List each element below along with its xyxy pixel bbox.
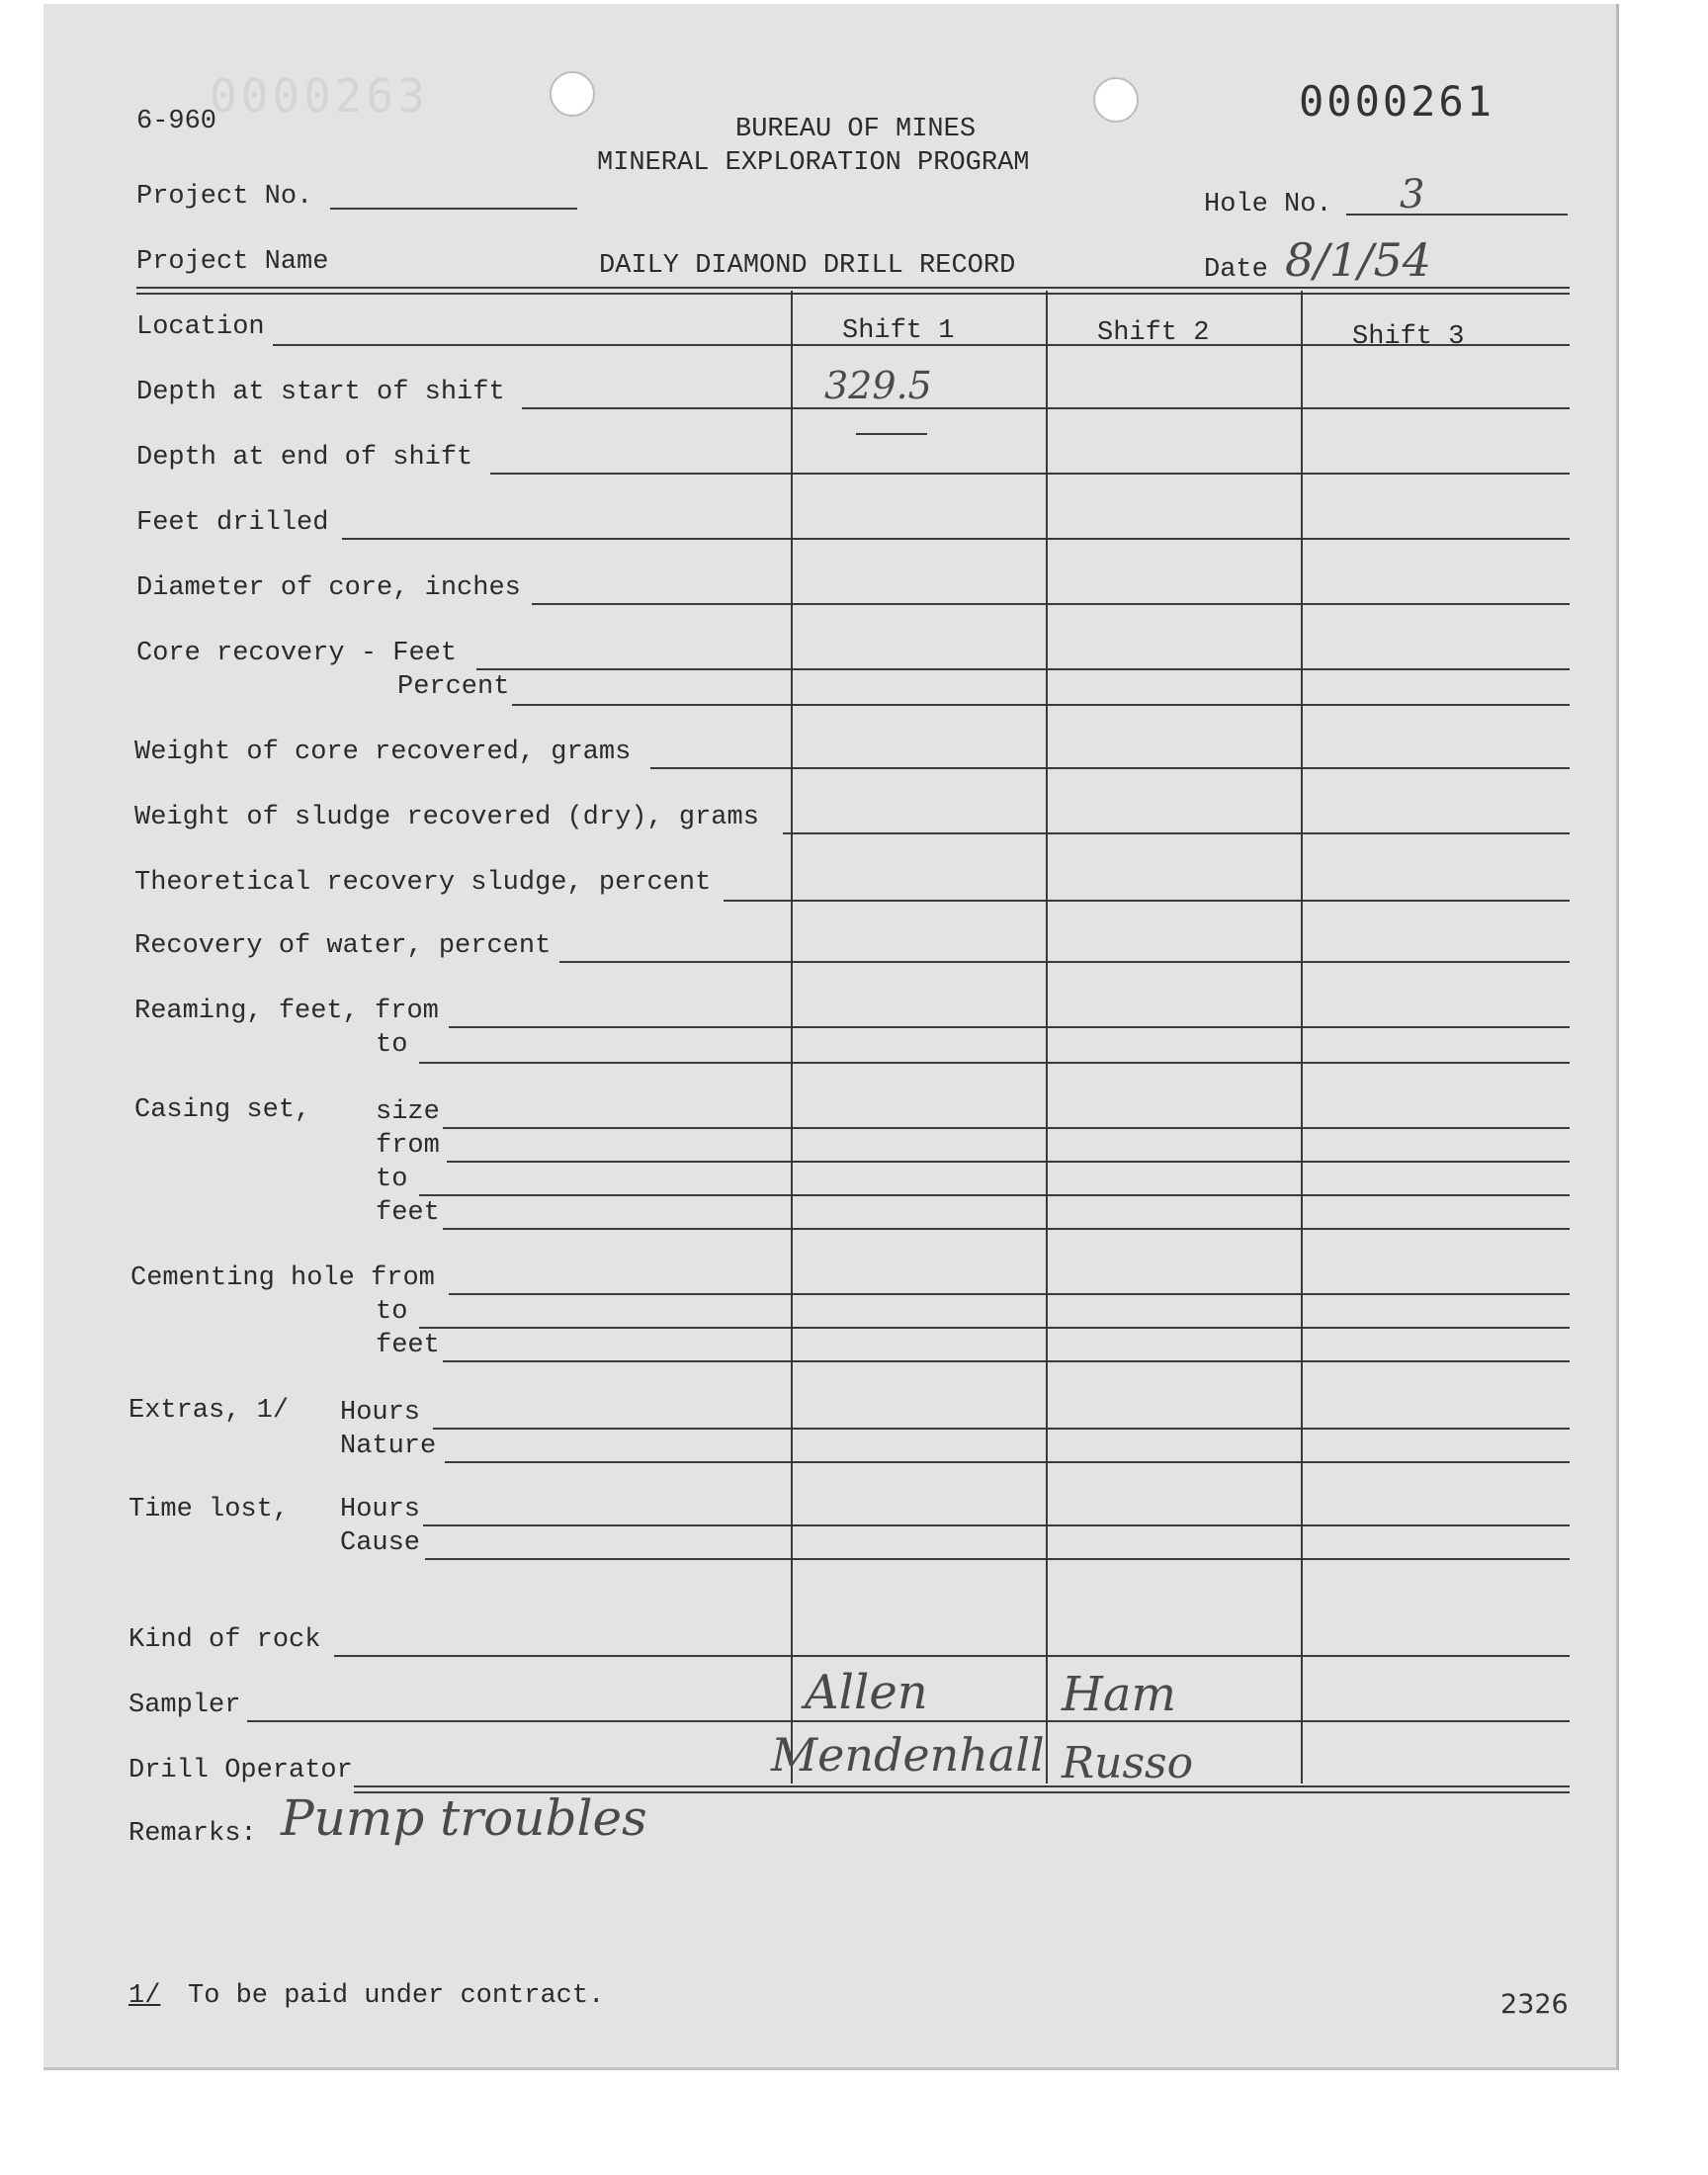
row-label-reaming-to: to	[376, 1030, 408, 1060]
row-label-extras: Extras, 1/	[128, 1396, 290, 1426]
project-name-label: Project Name	[136, 247, 329, 277]
row-line-reaming-from	[449, 1026, 1570, 1028]
row-line-cementing-from	[449, 1293, 1570, 1295]
header-rule-top	[136, 287, 1570, 289]
row-label-sampler: Sampler	[128, 1691, 241, 1720]
operator-shift2-signature: Russo	[1062, 1738, 1194, 1788]
row-line-sampler	[247, 1720, 1570, 1722]
depth-start-underline-mark	[856, 433, 927, 435]
row-line-cementing-to	[419, 1327, 1570, 1329]
row-label-casing-to: to	[376, 1165, 408, 1194]
row-line-depth-start	[522, 407, 1570, 409]
project-no-label: Project No.	[136, 182, 313, 212]
column-header-shift-3: Shift 3	[1352, 322, 1465, 352]
stamp-number: 0000261	[1299, 77, 1495, 126]
row-label-depth-start: Depth at start of shift	[136, 378, 505, 407]
row-line-diameter	[532, 603, 1570, 605]
row-line-reaming-to	[419, 1062, 1570, 1064]
form-sheet	[43, 4, 1619, 2070]
date-label: Date	[1204, 255, 1268, 285]
project-no-field[interactable]	[330, 208, 577, 210]
operator-shift1-signature: Mendenhall	[771, 1728, 1045, 1782]
row-label-casing: Casing set,	[134, 1095, 311, 1125]
column-header-shift-1: Shift 1	[842, 316, 955, 346]
sampler-shift2-signature: Ham	[1062, 1667, 1176, 1722]
program-title: MINERAL EXPLORATION PROGRAM	[597, 148, 1030, 178]
row-line-time-cause	[425, 1558, 1570, 1560]
row-line-casing-feet	[443, 1228, 1570, 1230]
row-label-casing-feet: feet	[376, 1198, 440, 1228]
row-label-kind-rock: Kind of rock	[128, 1625, 321, 1655]
row-line-core-recovery	[476, 668, 1570, 670]
record-title: DAILY DIAMOND DRILL RECORD	[599, 251, 1016, 281]
header-rule-bottom	[136, 293, 1570, 295]
row-line-casing-size	[443, 1127, 1570, 1129]
row-label-cementing: Cementing hole from	[130, 1263, 435, 1293]
punch-hole-left	[550, 71, 595, 117]
row-line-weight-sludge	[783, 832, 1570, 834]
row-label-depth-end: Depth at end of shift	[136, 443, 473, 473]
row-line-location	[273, 344, 1570, 346]
row-label-extras-hours: Hours	[340, 1398, 421, 1428]
remarks-value: Pump troubles	[281, 1789, 647, 1847]
faded-stamp-number: 0000263	[210, 69, 429, 123]
row-label-cementing-feet: feet	[376, 1331, 440, 1360]
row-line-feet-drilled	[342, 538, 1570, 540]
row-line-casing-to	[419, 1194, 1570, 1196]
footnote-text: To be paid under contract.	[188, 1981, 605, 2011]
punch-hole-right	[1093, 77, 1139, 123]
row-line-extras-nature	[445, 1461, 1570, 1463]
hole-no-value: 3	[1400, 172, 1425, 218]
depth-start-shift1-value: 329.5	[824, 364, 932, 407]
row-label-core-recovery: Core recovery - Feet	[136, 639, 458, 668]
form-number: 6-960	[136, 107, 217, 136]
row-label-theoretical: Theoretical recovery sludge, percent	[134, 868, 712, 898]
hole-no-label: Hole No.	[1204, 190, 1332, 219]
page-number: 2326	[1500, 1989, 1569, 2020]
row-label-drill-operator: Drill Operator	[128, 1756, 353, 1785]
row-label-water: Recovery of water, percent	[134, 931, 552, 961]
row-label-time-cause: Cause	[340, 1528, 421, 1558]
row-line-water	[559, 961, 1570, 963]
row-label-reaming: Reaming, feet, from	[134, 997, 439, 1026]
row-label-weight-sludge: Weight of sludge recovered (dry), grams	[134, 803, 759, 832]
row-line-percent	[512, 704, 1570, 706]
row-line-kind-rock	[334, 1655, 1570, 1657]
column-header-shift-2: Shift 2	[1097, 318, 1210, 348]
row-line-time-hours	[423, 1524, 1570, 1526]
row-line-extras-hours	[433, 1428, 1570, 1430]
row-label-cementing-to: to	[376, 1297, 408, 1327]
row-label-casing-size: size	[376, 1097, 440, 1127]
row-line-depth-end	[490, 473, 1570, 475]
row-label-extras-nature: Nature	[340, 1432, 437, 1461]
hole-no-field[interactable]	[1346, 214, 1568, 216]
row-label-percent: Percent	[397, 672, 510, 702]
row-label-time-lost: Time lost,	[128, 1495, 290, 1524]
footnote-marker: 1/	[128, 1981, 161, 2011]
row-label-feet-drilled: Feet drilled	[136, 508, 329, 538]
row-label-weight-core: Weight of core recovered, grams	[134, 738, 632, 767]
row-line-cementing-feet	[443, 1360, 1570, 1362]
row-line-theoretical	[724, 900, 1570, 902]
row-label-time-hours: Hours	[340, 1495, 421, 1524]
row-label-diameter: Diameter of core, inches	[136, 573, 521, 603]
row-label-location: Location	[136, 312, 265, 342]
row-label-casing-from: from	[376, 1131, 440, 1161]
row-line-weight-core	[650, 767, 1570, 769]
bureau-title: BUREAU OF MINES	[735, 115, 977, 144]
row-line-casing-from	[447, 1161, 1570, 1163]
remarks-label: Remarks:	[128, 1819, 257, 1849]
date-value: 8/1/54	[1285, 233, 1432, 287]
sampler-shift1-signature: Allen	[805, 1665, 928, 1720]
row-line-drill-operator	[354, 1785, 1570, 1787]
